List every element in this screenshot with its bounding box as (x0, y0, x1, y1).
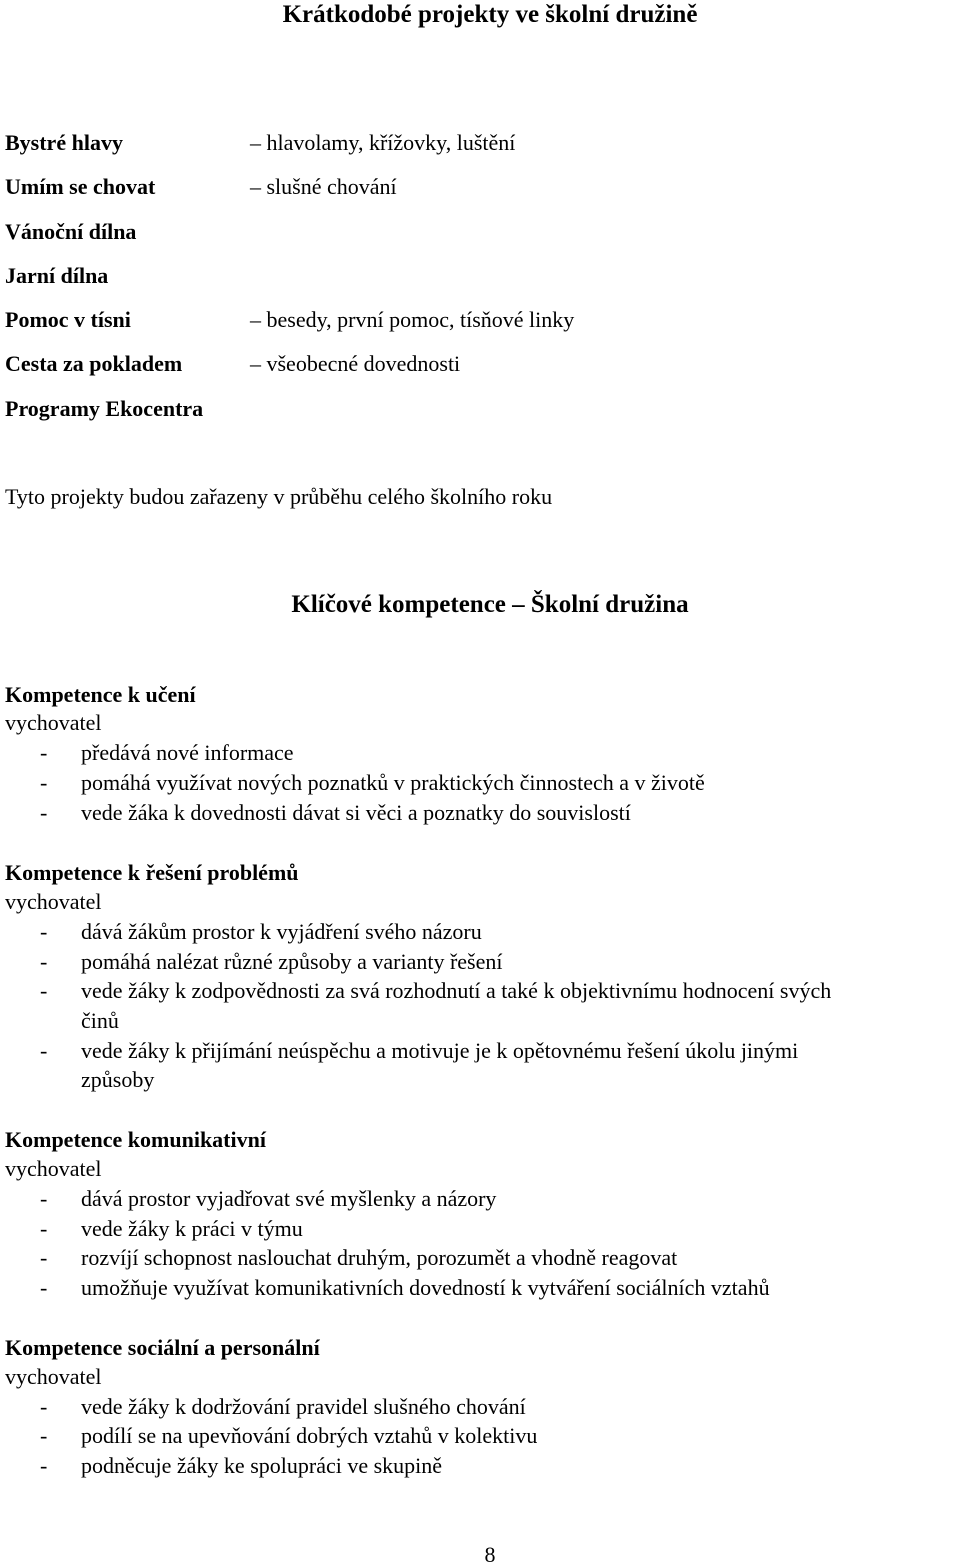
competence-item: dává žákům prostor k vyjádření svého názoru (81, 919, 482, 944)
competence-item: vede žáky k přijímání neúspěchu a motivuje je k opětovnému řešení úkolu jinými (81, 1038, 799, 1063)
bullet-marker: - (40, 978, 48, 1003)
bullet-marker: - (40, 740, 48, 765)
bullet-marker: - (40, 949, 48, 974)
project-description: – besedy, první pomoc, tísňové linky (250, 307, 575, 332)
competence-item: rozvíjí schopnost naslouchat druhým, porozumět a vhodně reagovat (81, 1245, 678, 1270)
page-title: Krátkodobé projekty ve školní družině (282, 1, 698, 28)
competence-heading: Kompetence k učení (5, 682, 196, 707)
bullet-marker: - (40, 770, 48, 795)
project-name: Umím se chovat (5, 174, 156, 199)
bullet-marker: - (40, 1394, 48, 1419)
project-name: Jarní dílna (5, 263, 109, 288)
project-name: Programy Ekocentra (5, 396, 204, 421)
competence-heading: Kompetence k řešení problémů (5, 860, 299, 885)
competence-item: vede žáky k práci v týmu (81, 1216, 303, 1241)
competence-item: vede žáka k dovednosti dávat si věci a poznatky do souvislostí (81, 800, 631, 825)
competence-heading: Kompetence komunikativní (5, 1127, 266, 1152)
bullet-marker: - (40, 1038, 48, 1063)
competence-item: podněcuje žáky ke spolupráci ve skupině (81, 1453, 443, 1478)
bullet-marker: - (40, 1216, 48, 1241)
project-description: – slušné chování (250, 174, 397, 199)
competence-item: pomáhá nalézat různé způsoby a varianty řešení (81, 949, 503, 974)
project-name: Vánoční dílna (5, 219, 137, 244)
competence-item: předává nové informace (81, 740, 294, 765)
competence-role: vychovatel (5, 1156, 102, 1181)
competence-item: vede žáky k zodpovědnosti za svá rozhodnutí a také k objektivnímu hodnocení svých (81, 978, 832, 1003)
competence-role: vychovatel (5, 889, 102, 914)
project-description: – hlavolamy, křížovky, luštění (250, 130, 516, 155)
competence-heading: Kompetence sociální a personální (5, 1335, 320, 1360)
project-name: Cesta za pokladem (5, 351, 183, 376)
project-name: Bystré hlavy (5, 130, 123, 155)
bullet-marker: - (40, 1423, 48, 1448)
section-subtitle: Klíčové kompetence – Školní družina (291, 591, 689, 618)
bullet-marker: - (40, 1275, 48, 1300)
competence-item: vede žáky k dodržování pravidel slušného chování (81, 1394, 526, 1419)
competence-item: pomáhá využívat nových poznatků v praktických činnostech a v životě (81, 770, 705, 795)
competence-item-continuation: činů (81, 1008, 119, 1033)
competence-role: vychovatel (5, 1364, 102, 1389)
competence-role: vychovatel (5, 710, 102, 735)
bullet-marker: - (40, 919, 48, 944)
page-number: 8 (484, 1542, 496, 1567)
bullet-marker: - (40, 1453, 48, 1478)
competence-item-continuation: způsoby (81, 1067, 155, 1092)
projects-note: Tyto projekty budou zařazeny v průběhu celého školního roku (5, 484, 553, 509)
bullet-marker: - (40, 1186, 48, 1211)
competence-item: dává prostor vyjadřovat své myšlenky a názory (81, 1186, 497, 1211)
bullet-marker: - (40, 1245, 48, 1270)
competence-item: umožňuje využívat komunikativních dovedností k vytváření sociálních vztahů (81, 1275, 770, 1300)
project-description: – všeobecné dovednosti (250, 351, 461, 376)
project-name: Pomoc v tísni (5, 307, 131, 332)
competence-item: podílí se na upevňování dobrých vztahů v kolektivu (81, 1423, 538, 1448)
bullet-marker: - (40, 800, 48, 825)
